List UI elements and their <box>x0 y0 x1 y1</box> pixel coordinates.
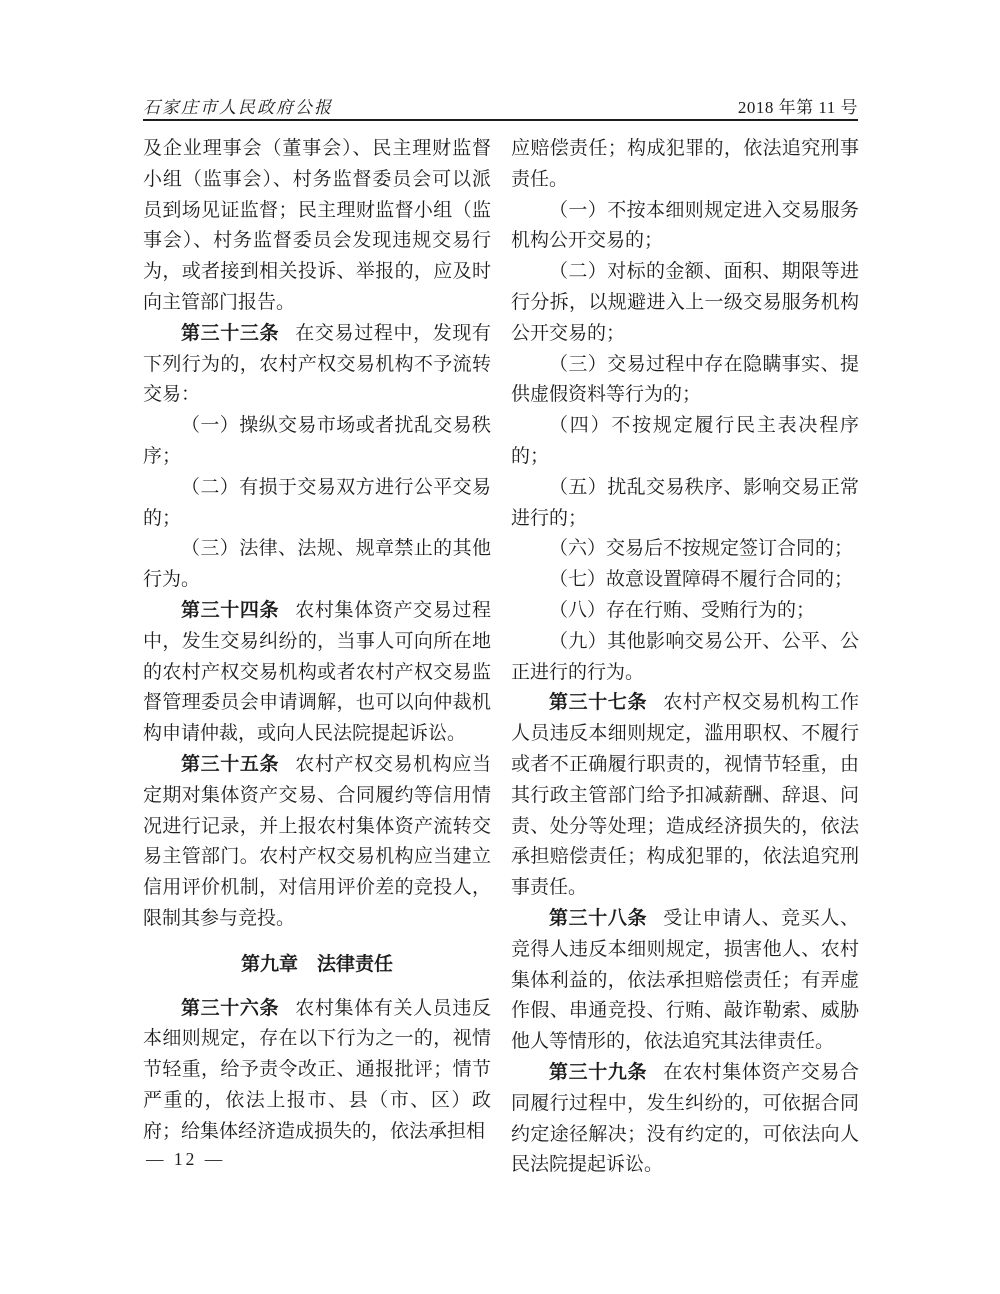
list-item-paragraph: （九）其他影响交易公开、公平、公正进行的行为。 <box>511 630 859 683</box>
issue-number: 2018 年第 11 号 <box>737 98 858 117</box>
article-number-label: 第三十九条 <box>549 1061 648 1083</box>
article-paragraph: 第三十五条 农村产权交易机构应当定期对集体资产交易、合同履约等信用情况进行记录，并上报农村集体资产流转交易主管部门。农村产权交易机构应当建立信用评价机制，对信用评价差的竞投人，限制其参与竞投。 <box>143 753 491 929</box>
list-item-paragraph: （二）对标的金额、面积、期限等进行分拆，以规避进入上一级交易服务机构公开交易的； <box>511 261 859 344</box>
article-number-label: 第三十五条 <box>181 753 280 775</box>
right-column <box>511 134 859 1181</box>
article-paragraph: 第三十四条 农村集体资产交易过程中，发生交易纠纷的，当事人可向所在地的农村产权交易机构或者农村产权交易监督管理委员会申请调解，也可以向仲裁机构申请仲裁，或向人民法院提起诉讼。 <box>143 599 491 745</box>
list-item-paragraph: （八）存在行贿、受贿行为的； <box>549 599 816 621</box>
list-item-paragraph: （五）扰乱交易秩序、影响交易正常进行的； <box>511 476 859 529</box>
continuation-paragraph: 及企业理事会（董事会）、民主理财监督小组（监事会）、村务监督委员会可以派员到场见证监督；民主理财监督小组（监事会）、村务监督委员会发现违规交易行为，或者接到相关投诉、举报的，应及时向主管部门报告。 <box>143 138 491 313</box>
header-divider-rule <box>143 119 858 121</box>
article-number-label: 第三十四条 <box>181 599 280 621</box>
page-number: — 12 — <box>146 1149 226 1169</box>
article-number-label: 第三十三条 <box>181 322 280 344</box>
article-number-label: 第三十八条 <box>549 907 648 929</box>
left-column <box>143 134 491 1181</box>
article-paragraph: 第三十八条 受让申请人、竞买人、竞得人违反本细则规定，损害他人、农村集体利益的，依法承担赔偿责任；有弄虚作假、串通竞投、行贿、敲诈勒索、威胁他人等情形的，依法追究其法律责任。 <box>511 907 859 1053</box>
article-number-label: 第三十七条 <box>549 692 648 714</box>
chapter-heading: 第九章 法律责任 <box>240 953 393 975</box>
list-item-paragraph: （一）操纵交易市场或者扰乱交易秩序； <box>143 415 491 467</box>
list-item-paragraph: （二）有损于交易双方进行公平交易的； <box>143 476 491 529</box>
article-paragraph: 第三十九条 在农村集体资产交易合同履行过程中，发生纠纷的，可依据合同约定途径解决；没有约定的，可依法向人民法院提起诉讼。 <box>511 1061 859 1176</box>
page-header <box>143 93 858 118</box>
article-paragraph: 第三十三条 在交易过程中，发现有下列行为的，农村产权交易机构不予流转交易： <box>143 322 491 406</box>
publication-title: 石家庄市人民政府公报 <box>143 98 333 117</box>
list-item-paragraph: （一）不按本细则规定进入交易服务机构公开交易的； <box>511 199 859 252</box>
list-item-paragraph: （三）交易过程中存在隐瞒事实、提供虚假资料等行为的； <box>511 353 859 406</box>
continuation-paragraph: 应赔偿责任；构成犯罪的，依法追究刑事责任。 <box>511 138 859 190</box>
list-item-paragraph: （四）不按规定履行民主表决程序的； <box>511 415 859 467</box>
list-item-paragraph: （六）交易后不按规定签订合同的； <box>549 538 854 560</box>
article-paragraph: 第三十七条 农村产权交易机构工作人员违反本细则规定，滥用职权、不履行或者不正确履行职责的，视情节轻重，由其行政主管部门给予扣减薪酬、辞退、问责、处分等处理；造成经济损失的，依法承担赔偿责任；构成犯罪的，依法追究刑事责任。 <box>511 692 859 899</box>
list-item-paragraph: （七）故意设置障碍不履行合同的； <box>549 569 854 591</box>
body-columns <box>143 134 859 1181</box>
article-paragraph: 第三十六条 农村集体有关人员违反本细则规定，存在以下行为之一的，视情节轻重，给予责令改正、通报批评；情节严重的，依法上报市、县（市、区）政府；给集体经济造成损失的，依法承担相 <box>143 997 491 1142</box>
article-number-label: 第三十六条 <box>181 997 280 1019</box>
list-item-paragraph: （三）法律、法规、规章禁止的其他行为。 <box>143 538 491 591</box>
